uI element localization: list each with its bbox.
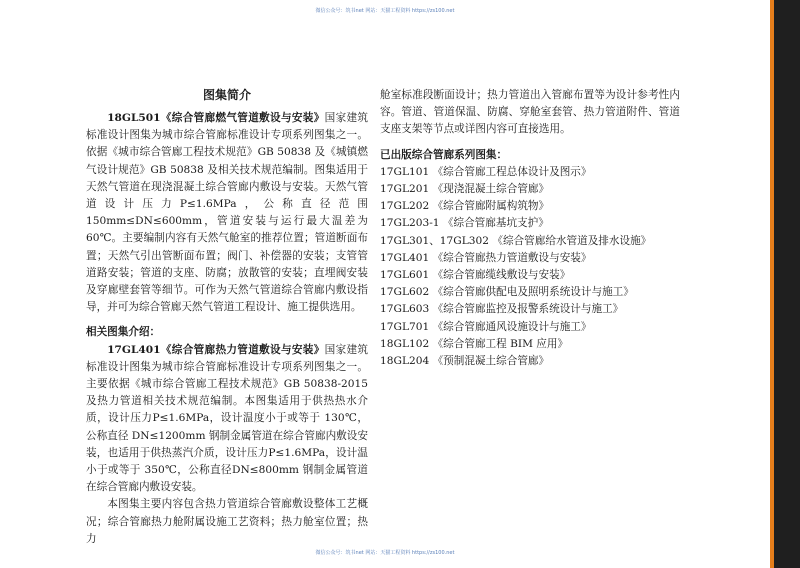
- list-item: [380, 233, 680, 250]
- list-item-code: 17GL401: [380, 251, 430, 264]
- list-item-title: 《综合管廊工程 BIM 应用》: [432, 337, 569, 350]
- published-heading: 已出版综合管廊系列图集：: [380, 148, 508, 161]
- list-item-title: 《预制混凝土综合管廊》: [432, 355, 550, 368]
- list-item: [380, 284, 680, 301]
- list-item: [380, 267, 680, 284]
- continuation-paragraph: 舱室标准段断面设计；热力管道出入管廊布置等为设计参考性内容。管道、管道保温、防腐、穿舱室套管、热力管道附件、管道支座支架等节点或详图内容可直接选用。: [380, 89, 680, 136]
- list-item: [380, 250, 680, 267]
- list-item-code: 17GL201: [380, 183, 430, 196]
- list-item-title: 《现浇混凝土综合管廊》: [432, 183, 550, 196]
- viewer-sidebar: [770, 0, 800, 568]
- related-heading: 相关图集介绍：: [86, 326, 161, 339]
- watermark-bottom: 微信公众号：筑书net 网站：天猫工程资料 https://zs100.net: [315, 550, 455, 556]
- intro-code: 18GL501《综合管廊燃气管道敷设与安装》: [107, 112, 325, 124]
- list-item-title: 《综合管廊基坑支护》: [442, 217, 549, 230]
- related-code: 17GL401《综合管廊热力管道敷设与安装》: [107, 343, 325, 356]
- list-item: [380, 301, 680, 318]
- left-column: [86, 87, 368, 548]
- list-item-code: 17GL101: [380, 165, 430, 178]
- list-item-title: 《综合管廊监控及报警系统设计与施工》: [432, 303, 624, 316]
- related-paragraph-2: 本图集主要内容包含热力管道综合管廊敷设整体工艺概况；综合管廊热力舱附属设施工艺资料；热力舱室位置；热力: [86, 498, 368, 545]
- intro-text: 国家建筑标准设计图集为城市综合管廊标准设计专项系列图集之一。依据《城市综合管廊工程技术规范》GB 50838 及《城镇燃气设计规范》GB 50838 及相关技术规范编制。图集适用于天然气管道在现浇混凝土综合管廊内敷设与安装。天然气管道设计压力P≤1.6MPa，公称直径范围 150mm≤DN≤600mm，管道安装与运行最大温差为 60℃。主要编制内容有天然气舱室的推荐位置；管道断面布置；天然气引出管断面布置；阀门、补偿器的安装；支管管道路安装；管道的支座、防腐；放散管的安装；直埋阀安装及穿廊壁套管等细节。可作为天然气管道综合管廊内敷设指导，并可为综合管廊天然气管道工程设计、施工提供选用。: [86, 112, 369, 314]
- list-item-title: 《综合管廊热力管道敷设与安装》: [432, 251, 592, 264]
- list-item-code: 18GL204: [380, 355, 430, 368]
- list-item-code: 18GL102: [380, 337, 430, 350]
- list-item-title: 《综合管廊缆线敷设与安装》: [432, 269, 571, 282]
- list-item: [380, 353, 680, 370]
- watermark-top: 微信公众号：筑书net 网站：天猫工程资料 https://zs100.net: [315, 8, 455, 14]
- list-item-code: 17GL603: [380, 303, 430, 316]
- list-item-code: 17GL701: [380, 320, 430, 333]
- list-item-title: 《综合管廊供配电及照明系统设计与施工》: [432, 286, 634, 299]
- list-item-code: 17GL202: [380, 200, 430, 213]
- list-item-title: 《综合管廊通风设施设计与施工》: [432, 320, 592, 333]
- list-item-code: 17GL203-1: [380, 217, 440, 230]
- list-item: [380, 336, 680, 353]
- sidebar-accent-bar: [770, 0, 774, 568]
- list-item-title: 《综合管廊附属构筑物》: [432, 200, 550, 213]
- list-item: [380, 319, 680, 336]
- list-item-code: 17GL601: [380, 269, 430, 282]
- published-list: [380, 164, 680, 370]
- right-column: [380, 87, 680, 370]
- list-item: [380, 215, 680, 232]
- list-item-title: 《综合管廊给水管道及排水设施》: [492, 234, 652, 247]
- list-item-code: 17GL602: [380, 286, 430, 299]
- list-item: [380, 198, 680, 215]
- intro-paragraph: [86, 110, 368, 316]
- list-item: [380, 164, 680, 181]
- related-paragraph: [86, 342, 368, 497]
- related-text: 国家建筑标准设计图集为城市综合管廊标准设计专项系列图集之一。主要依据《城市综合管廊工程技术规范》GB 50838-2015 及热力管道相关技术规范编制。本图集适用于供热热水介质，设计压力P≤1.6MPa，设计温度小于或等于 130℃，公称直径 DN≤1200mm 钢制金属管道在综合管廊内敷设安装，也适用于供热蒸汽介质，设计压力P≤1.6MPa，设计温小于或等于 350℃，公称直径DN≤800mm 钢制金属管道在综合管廊内敷设安装。: [86, 343, 369, 494]
- list-item-title: 《综合管廊工程总体设计及图示》: [432, 165, 592, 178]
- list-item: [380, 181, 680, 198]
- list-item-code: 17GL301、17GL302: [380, 234, 489, 247]
- page-title: 图集简介: [202, 88, 251, 102]
